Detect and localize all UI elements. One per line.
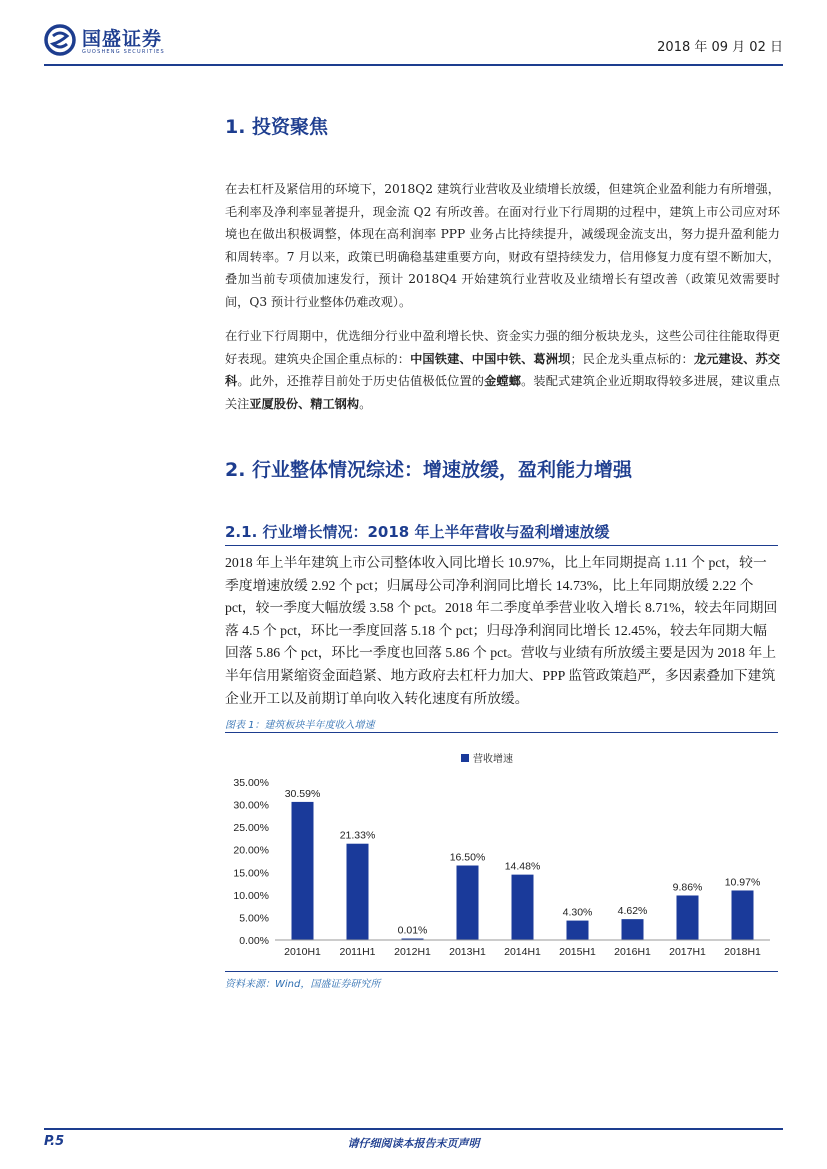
logo-subtitle: GUOSHENG SECURITIES — [82, 49, 165, 55]
page-number: P.5 — [44, 1134, 65, 1149]
report-date: 2018 年 09 月 02 日 — [657, 40, 783, 55]
company-logo — [44, 22, 204, 60]
section-1-paragraph-1: 在去杠杆及紧信用的环境下，2018Q2 建筑行业营收及业绩增长放缓，但建筑企业盈利能力有所增强，毛利率及净利率显著提升，现金流 Q2 有所改善。在面对行业下行周期的过程中，建筑上市公司应对环境也在做出积极调整，体现在高利润率 PPP 业务占比持续提升，减缓现金流支出，努力提升盈利能力和周转率。7 月以来，政策已明确稳基建重要方向，财政有望持续发力，信用修复力度有望不断加大，叠加当前专项债加速发行，预计 2018Q4 开始建筑行业营收及业绩增长有望改善（政策见效需要时间，Q3 预计行业整体仍难改观）。 — [225, 182, 780, 309]
data-label-2014H1: 14.48% — [504, 860, 541, 873]
bar-2013H1 — [457, 866, 479, 940]
subsection-divider — [225, 545, 778, 546]
data-label-2010H1: 30.59% — [284, 787, 321, 800]
page-header — [44, 22, 783, 64]
figure-top-rule — [225, 732, 778, 733]
data-label-2015H1: 4.30% — [562, 906, 593, 919]
section-1-paragraph-2: 在行业下行周期中，优选细分行业中盈利增长快、资金实力强的细分板块龙头，这些公司往往能取得更好表现。建筑央企国企重点标的：中国铁建、中国中铁、葛洲坝；民企龙头重点标的：龙元建设、苏交科。此外，还推荐目前处于历史估值极低位置的金螳螂。装配式建筑企业近期取得较多进展，建议重点关注亚厦股份、精工钢构。 — [225, 329, 781, 411]
x-tick-label-2016H1: 2016H1 — [614, 946, 651, 958]
figure-source: 资料来源：Wind，国盛证券研究所 — [225, 979, 381, 990]
x-tick-label-2011H1: 2011H1 — [339, 946, 376, 958]
section-2-1-title: 2.1. 行业增长情况：2018 年上半年营收与盈利增速放缓 — [225, 523, 610, 541]
footer-divider — [44, 1128, 783, 1130]
section-2-title: 2. 行业整体情况综述：增速放缓，盈利能力增强 — [225, 459, 633, 481]
data-label-2018H1: 10.97% — [724, 876, 761, 889]
legend-swatch — [461, 754, 469, 762]
data-label-2016H1: 4.62% — [617, 905, 648, 918]
chart-legend — [461, 752, 513, 765]
y-tick-label: 5.00% — [239, 912, 269, 925]
x-tick-label-2018H1: 2018H1 — [724, 946, 761, 958]
data-label-2011H1: 21.33% — [339, 829, 376, 842]
section-1-title: 1. 投资聚焦 — [225, 116, 329, 138]
y-tick-label: 15.00% — [233, 867, 269, 880]
x-tick-label-2014H1: 2014H1 — [504, 946, 541, 958]
x-axis — [275, 940, 770, 958]
logo-text: 国盛证券 — [82, 28, 163, 50]
data-label-2013H1: 16.50% — [449, 851, 486, 864]
x-tick-label-2010H1: 2010H1 — [284, 946, 321, 958]
disclaimer-note: 请仔细阅读本报告末页声明 — [347, 1137, 480, 1150]
y-tick-label: 30.00% — [233, 799, 269, 812]
y-axis — [233, 777, 269, 947]
bar-2018H1 — [732, 890, 754, 940]
logo-icon — [44, 24, 78, 56]
bar-2011H1 — [347, 844, 369, 940]
x-tick-label-2017H1: 2017H1 — [669, 946, 706, 958]
y-tick-label: 20.00% — [233, 844, 269, 857]
y-tick-label: 25.00% — [233, 822, 269, 835]
chart-bars — [285, 788, 761, 940]
y-tick-label: 10.00% — [233, 889, 269, 902]
data-label-2017H1: 9.86% — [672, 881, 703, 894]
bar-2016H1 — [622, 919, 644, 940]
y-tick-label: 35.00% — [233, 777, 269, 789]
bar-2017H1 — [677, 895, 699, 940]
y-tick-label: 0.00% — [239, 935, 269, 947]
header-divider — [44, 64, 783, 66]
x-tick-label-2012H1: 2012H1 — [394, 946, 431, 958]
legend-label: 营收增速 — [473, 754, 513, 765]
section-2-1-paragraph: 2018 年上半年建筑上市公司整体收入同比增长 10.97%，比上年同期提高 1.11 个 pct，较一季度增速放缓 2.92 个 pct；归属母公司净利润同比增长 14.73%，比上年同期放缓 2.22 个 pct，较一季度大幅放缓 3.58 个 pct。2018 年二季度单季营业收入增长 8.71%，较去年同期回落 4.5 个 pct，环比一季度回落 5.18 个 pct；归母净利润同比增长 12.45%，较去年同期大幅回落 5.86 个 pct，环比一季度也回落 5.86 个 pct。营收与业绩有所放缓主要是因为 2018 年上半年信用紧缩资金面趋紧、地方政府去杠杆力加大、PPP 监管政策趋严，多因素叠加下建筑企业开工以及前期订单向收入转化速度有所放缓。 — [225, 555, 778, 706]
data-label-2012H1: 0.01% — [397, 924, 428, 937]
bar-2010H1 — [292, 802, 314, 940]
figure-bottom-rule — [225, 971, 778, 972]
x-tick-label-2013H1: 2013H1 — [449, 946, 486, 958]
bar-2014H1 — [512, 875, 534, 940]
bar-2015H1 — [567, 921, 589, 940]
figure-caption: 图表 1：建筑板块半年度收入增速 — [225, 720, 375, 731]
x-tick-label-2015H1: 2015H1 — [559, 946, 596, 958]
revenue-growth-bar-chart — [225, 740, 778, 970]
